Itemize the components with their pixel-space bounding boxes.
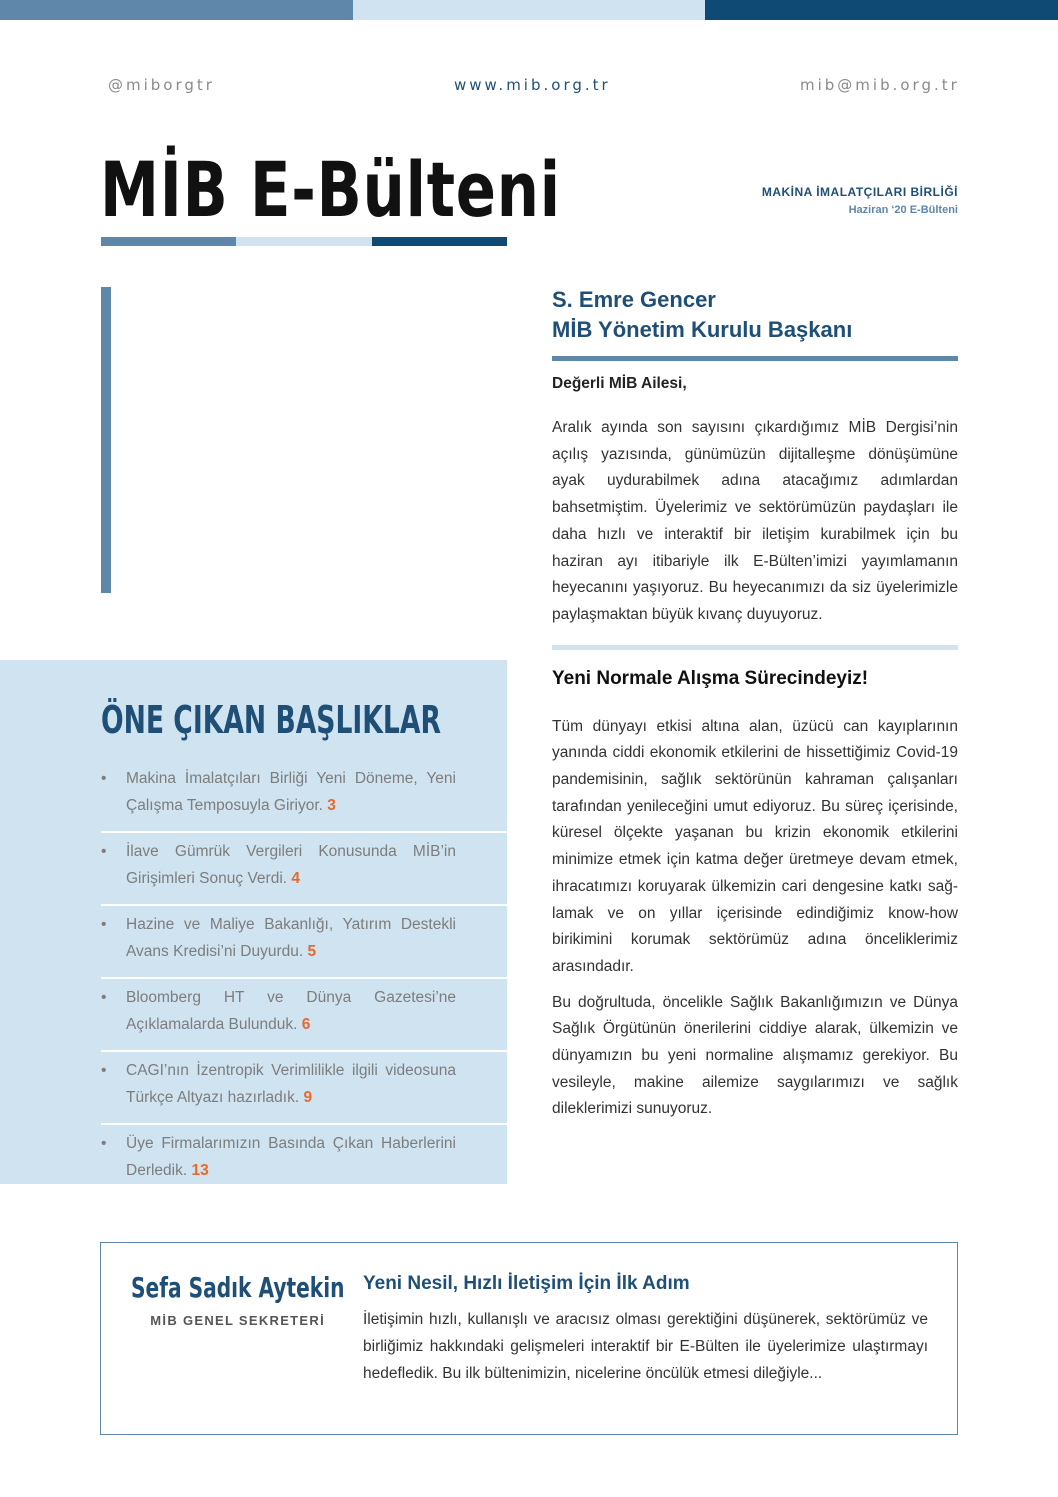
website-link[interactable]: www.mib.org.tr [454, 76, 611, 94]
editorial-column [552, 285, 958, 1123]
highlight-item[interactable] [101, 1125, 507, 1196]
highlight-item[interactable] [101, 979, 507, 1052]
bullet-icon: • [101, 916, 107, 933]
photo-placeholder-accent-bar [101, 287, 111, 593]
masthead-underline [101, 237, 507, 246]
page-number[interactable]: 6 [301, 1016, 311, 1033]
issue-label: Haziran ‘20 E-Bülteni [848, 204, 958, 216]
underline-segment-dark-blue [372, 237, 507, 246]
underline-segment-light-blue [236, 237, 371, 246]
bullet-icon: • [101, 770, 107, 787]
top-bar-segment-dark-blue [705, 0, 1058, 20]
page-number[interactable]: 9 [303, 1089, 313, 1106]
page-number[interactable]: 5 [307, 943, 317, 960]
secretary-role: MİB GENEL SEKRETERİ [150, 1313, 325, 1328]
email-link[interactable]: mib@mib.org.tr [800, 76, 960, 94]
masthead-title: MİB E-Bülteni [100, 145, 561, 234]
highlight-text: Hazine ve Maliye Bakanlığı, Yatırım Destekli Avans Kredisi’ni Duyurdu. [126, 916, 456, 960]
secretary-name: Sefa Sadık Aytekin [131, 1271, 345, 1304]
secretary-message-box [100, 1242, 958, 1435]
editorial-paragraph-2: Tüm dünyayı etkisi altına alan, üzücü can kayıplarının yanında ciddi ekonomik etkilerini de hissettiğimiz Covid-19 pandemisinin, sağlık sektörünün kahraman çalışanları tarafından yenileceğini umut ediyoruz. Bu süreç içerisinde, küresel ölçekte yaşanan bu krizin ekonomik etkilerini minimize etmek için katma değer üretmeye devam etmek, ihracatımızı koruyarak ülkemizin cari dengesine katkı sağlamak ve on yıllar içerisinde edindiğimiz know-how birikimini korumak sektörümüz adına önceliklerimiz arasındadır. [552, 717, 958, 975]
editorial-paragraph-1: Aralık ayında son sayısını çıkardığımız MİB Dergisi’nin açılış yazısında, günümüzün dijitalleşme dönüşümüne ayak uydurabilmek adına atacağımız adımlardan bahsetmiştim. Üyelerimiz ve sektörümüzün paydaşları ile daha hızlı ve interaktif bir iletişim kurabilmek için bu haziran ayı itibariyle ilk E-Bülten’imizi yayımlamanın heyecanını yaşıyoruz. Bu heyecanımızı da siz üyelerimizle paylaşmaktan büyük kıvanç duyuyoruz. [552, 419, 958, 623]
editorial-author-title: MİB Yönetim Kurulu Başkanı [552, 317, 853, 342]
highlights-panel [0, 660, 507, 1184]
highlights-title: ÖNE ÇIKAN BAŞLIKLAR [101, 698, 441, 742]
highlight-text: Üye Firmalarımızın Basında Çıkan Haberlerini Derledik. [126, 1135, 456, 1179]
bullet-icon: • [101, 1135, 107, 1152]
highlight-text: İlave Gümrük Vergileri Konusunda MİB’in Girişimleri Sonuç Verdi. [126, 843, 456, 887]
editorial-author-name: S. Emre Gencer [552, 287, 716, 312]
organization-name: MAKİNA İMALATÇILARI BİRLİĞİ [761, 185, 958, 199]
section-heading: Yeni Normale Alışma Sürecindeyiz! [552, 667, 869, 689]
bullet-icon: • [101, 843, 107, 860]
editorial-paragraph-3: Bu doğrultuda, öncelikle Sağlık Bakanlığımızın ve Dünya Sağlık Örgütünün önerilerini ciddiye alarak, ülkemizin ve dünyamızın bu yeni normaline alışmamız gerekiyor. Bu vesileyle, makine ailemize saygılarımızı ve sağlık dileklerimizi sunuyoruz. [552, 993, 958, 1118]
highlight-text: Makina İmalatçıları Birliği Yeni Döneme, Yeni Çalışma Temposuyla Giriyor. [126, 770, 456, 814]
social-handle[interactable]: @miborgtr [108, 76, 215, 94]
secretary-message-title: Yeni Nesil, Hızlı İletişim İçin İlk Adım [363, 1273, 690, 1294]
editorial-greeting: Değerli MİB Ailesi, [552, 375, 687, 392]
section-divider [552, 645, 958, 650]
secretary-message-text: İletişimin hızlı, kullanışlı ve aracısız olması gerektiğini düşünerek, sektörümüz ve birliğimiz hakkındaki gelişmeleri interaktif bir E-Bülten ile üyelerimize ulaştırmayı hedefledik. Bu ilk bültenimizin, nicelerine öncülük etmesi dileğiyle... [363, 1311, 928, 1382]
organization-block [762, 185, 958, 216]
bullet-icon: • [101, 1062, 107, 1079]
top-color-bar [0, 0, 1058, 20]
highlight-text: Bloomberg HT ve Dünya Gazetesi’ne Açıklamalarda Bulunduk. [126, 989, 456, 1033]
page-number[interactable]: 13 [191, 1162, 209, 1179]
page-number[interactable]: 3 [327, 797, 336, 814]
highlight-item[interactable] [101, 760, 507, 833]
highlight-item[interactable] [101, 1052, 507, 1125]
top-bar-segment-light-blue [353, 0, 706, 20]
highlight-text: CAGI’nın İzentropik Verimlilikle ilgili videosuna Türkçe Altyazı hazırladık. [126, 1062, 456, 1106]
highlights-list [101, 760, 507, 1196]
page-number[interactable]: 4 [291, 870, 301, 887]
author-divider [552, 356, 958, 361]
underline-segment-mid-blue [101, 237, 236, 246]
highlight-item[interactable] [101, 833, 507, 906]
highlight-item[interactable] [101, 906, 507, 979]
bullet-icon: • [101, 989, 107, 1006]
top-bar-segment-mid-blue [0, 0, 353, 20]
